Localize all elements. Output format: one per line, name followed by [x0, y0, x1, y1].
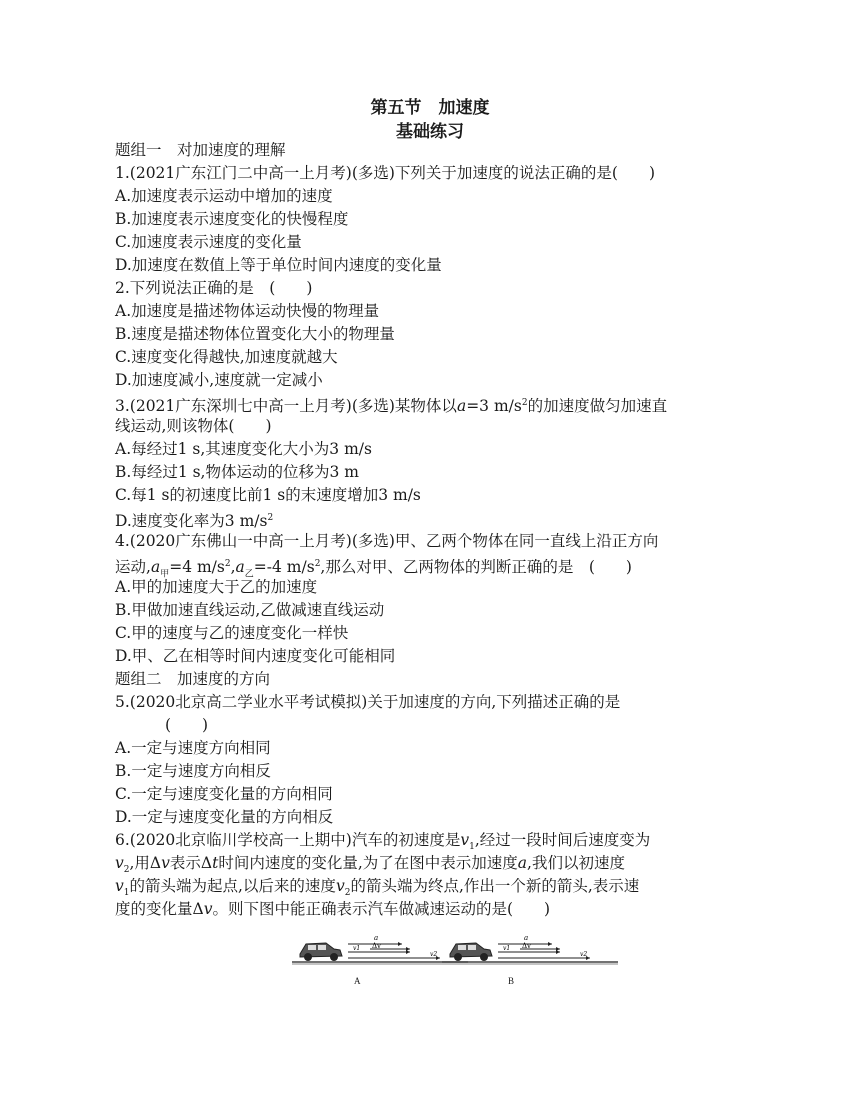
- q2-option-b: B.速度是描述物体位置变化大小的物理量: [115, 325, 395, 343]
- q2-option-a: A.加速度是描述物体运动快慢的物理量: [115, 302, 380, 320]
- svg-text:v2: v2: [430, 951, 438, 958]
- svg-text:a: a: [524, 934, 529, 942]
- question-6-stem-cont: $v_1$的箭头端为起点,以后来的速度$v_2$的箭头端为终点,作出一个新的箭头,表示速: [115, 877, 640, 899]
- group-heading: 题组二 加速度的方向: [115, 670, 271, 688]
- question-4-stem-cont: 运动$,a_甲=4$ $m/s^2,a_乙=-4$ $m/s^2$,那么对甲、乙两物体的判断正确的是 ( ): [115, 558, 632, 580]
- car-icon: [300, 943, 342, 961]
- q2-option-d: D.加速度减小,速度就一定减小: [115, 371, 323, 389]
- svg-text:Δv: Δv: [522, 942, 532, 950]
- car-icon: [450, 943, 492, 961]
- car-diagram: [440, 934, 620, 974]
- question-6-stem-cont: $v_2$,用Δv表示Δt时间内速度的变化量,为了在图中表示加速度a,我们以初速度: [115, 854, 625, 876]
- figure-b: [440, 934, 620, 992]
- q1-option-a: A.加速度表示运动中增加的速度: [115, 187, 333, 205]
- answer-paren: ( ): [165, 716, 209, 734]
- figure-label: B: [508, 976, 515, 986]
- svg-text:v1: v1: [353, 945, 361, 952]
- question-4-stem: 4.(2020广东佛山一中高一上月考)(多选)甲、乙两个物体在同一直线上沿正方向: [115, 532, 659, 550]
- figure-row: [0, 934, 860, 994]
- question-6-stem-cont: 度的变化量Δv。则下图中能正确表示汽车做减速运动的是( ): [115, 900, 551, 918]
- page-subtitle: 基础练习: [396, 122, 464, 142]
- figure-label: A: [354, 976, 361, 986]
- q1-option-b: B.加速度表示速度变化的快慢程度: [115, 210, 349, 228]
- q4-option-a: A.甲的加速度大于乙的加速度: [115, 578, 318, 596]
- q3-option-c: C.每1 s的初速度比前1 s的末速度增加3 m/s: [115, 486, 421, 504]
- question-6-stem: 6.(2020北京临川学校高一上期中)汽车的初速度是$v_1$,经过一段时间后速度变为: [115, 831, 651, 853]
- q5-option-c: C.一定与速度变化量的方向相同: [115, 785, 333, 803]
- question-3-stem-cont: 线运动,则该物体( ): [115, 417, 272, 435]
- q1-option-d: D.加速度在数值上等于单位时间内速度的变化量: [115, 256, 442, 274]
- q2-option-c: C.速度变化得越快,加速度就越大: [115, 348, 338, 366]
- question-3-stem: 3.(2021广东深圳七中高一上月考)(多选)某物体以a=3 $m/s^2$的加速度做匀加速直: [115, 397, 668, 416]
- question-2-stem: 2.下列说法正确的是 ( ): [115, 279, 313, 297]
- q5-option-b: B.一定与速度方向相反: [115, 762, 271, 780]
- q5-option-d: D.一定与速度变化量的方向相反: [115, 808, 334, 826]
- q3-option-d: D.速度变化率为3 $m/s^2$: [115, 512, 274, 531]
- question-list: [115, 139, 755, 921]
- q4-option-d: D.甲、乙在相等时间内速度变化可能相同: [115, 647, 396, 665]
- q3-option-a: A.每经过1 s,其速度变化大小为3 m/s: [115, 440, 372, 458]
- q5-option-a: A.一定与速度方向相同: [115, 739, 271, 757]
- q3-option-b: B.每经过1 s,物体运动的位移为3 m: [115, 463, 359, 481]
- question-1-stem: 1.(2021广东江门二中高一上月考)(多选)下列关于加速度的说法正确的是( ): [115, 164, 656, 182]
- page-title: 第五节 加速度: [370, 98, 490, 118]
- q4-option-c: C.甲的速度与乙的速度变化一样快: [115, 624, 349, 642]
- q1-option-c: C.加速度表示速度的变化量: [115, 233, 302, 251]
- svg-text:v2: v2: [580, 951, 588, 958]
- q4-option-b: B.甲做加速直线运动,乙做减速直线运动: [115, 601, 385, 619]
- group-heading: 题组一 对加速度的理解: [115, 141, 286, 159]
- svg-text:Δv: Δv: [372, 942, 382, 950]
- svg-text:a: a: [374, 934, 379, 942]
- question-5-stem: 5.(2020北京高二学业水平考试模拟)关于加速度的方向,下列描述正确的是: [115, 693, 621, 711]
- svg-text:v1: v1: [503, 945, 511, 952]
